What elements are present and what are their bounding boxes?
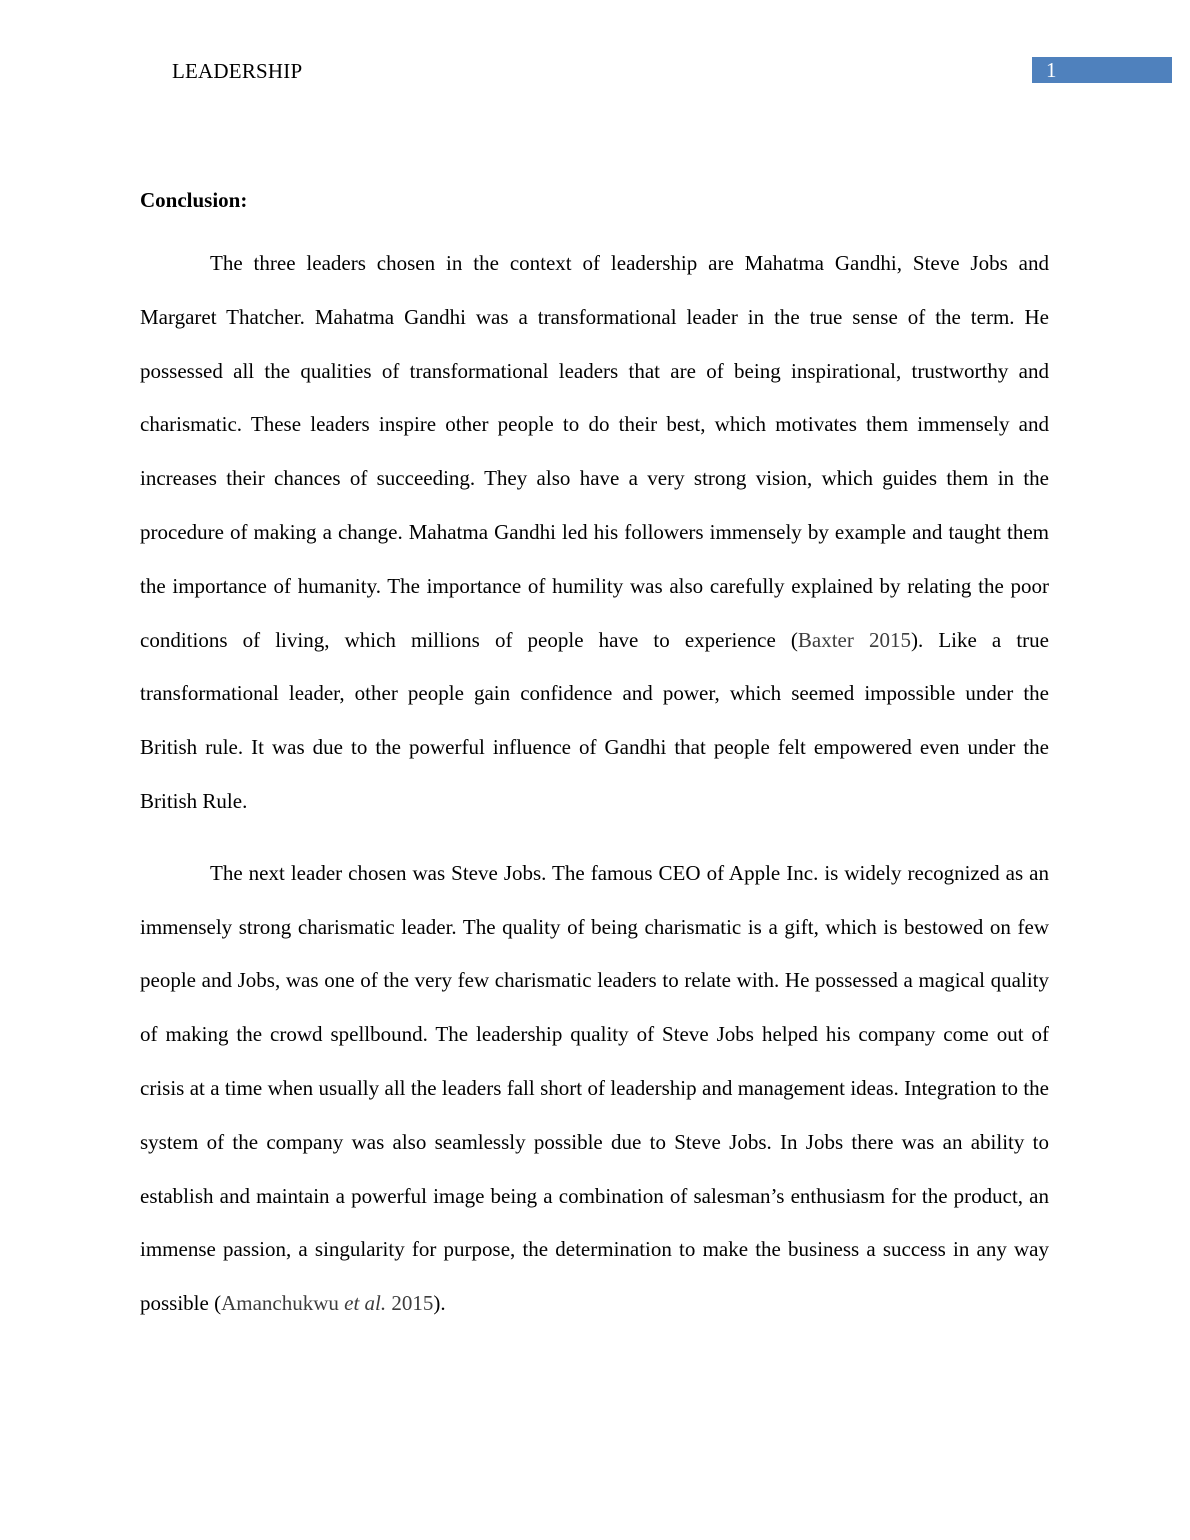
paragraph-text: ). — [433, 1291, 446, 1316]
paragraph-text: The next leader chosen was Steve Jobs. The famous CEO of Apple Inc. is widely recognized as an immensely strong charismatic leader. The quality of being charismatic is a gift, which is bestowed on few people and Jobs, was one of the very few charismatic leaders to relate with. He possessed a magical quality of making the crowd spellbound. The leadership quality of Steve Jobs helped his company come out of crisis at a time when usually all the leaders fall short of leadership and management ideas. Integration to the system of the company was also seamlessly possible due to Steve Jobs. In Jobs there was an ability to establish and maintain a powerful image being a combination of salesman’s enthusiasm for the product, an immense passion, a singularity for purpose, the determination to make the business a success in any way possible ( — [140, 860, 1049, 1316]
section-heading: Conclusion: — [140, 188, 248, 212]
paragraph-text: The three leaders chosen in the context of leadership are Mahatma Gandhi, Steve Jobs and Margaret Thatcher. Mahatma Gandhi was a transformational leader in the true sense of the term. He possessed all the qualities of transformational leaders that are of being inspirational, trustworthy and charismatic. These leaders inspire other people to do their best, which motivates them immensely and increases their chances of succeeding. They also have a very strong vision, which guides them in the procedure of making a change. Mahatma Gandhi led his followers immensely by example and taught them the importance of humanity. The importance of humility was also carefully explained by relating the poor conditions of living, which millions of people have to experience ( — [140, 251, 1049, 652]
running-header-title: LEADERSHIP — [172, 59, 303, 83]
page-number-bar — [1032, 57, 1172, 83]
paragraph-gandhi — [140, 237, 1049, 829]
citation-author: Amanchukwu — [221, 1291, 345, 1316]
citation: Baxter 2015 — [797, 627, 911, 652]
paragraph-text: ). Like a true transformational leader, other people gain confidence and power, which seemed impossible under the British rule. It was due to the powerful influence of Gandhi that people felt empowered even under the British Rule. — [140, 627, 1049, 813]
document-body — [140, 183, 1049, 1331]
citation-et-al: et al. — [344, 1291, 387, 1316]
page-number: 1 — [1046, 58, 1057, 82]
citation-year: 2015 — [386, 1291, 434, 1316]
paragraph-jobs — [140, 847, 1049, 1331]
